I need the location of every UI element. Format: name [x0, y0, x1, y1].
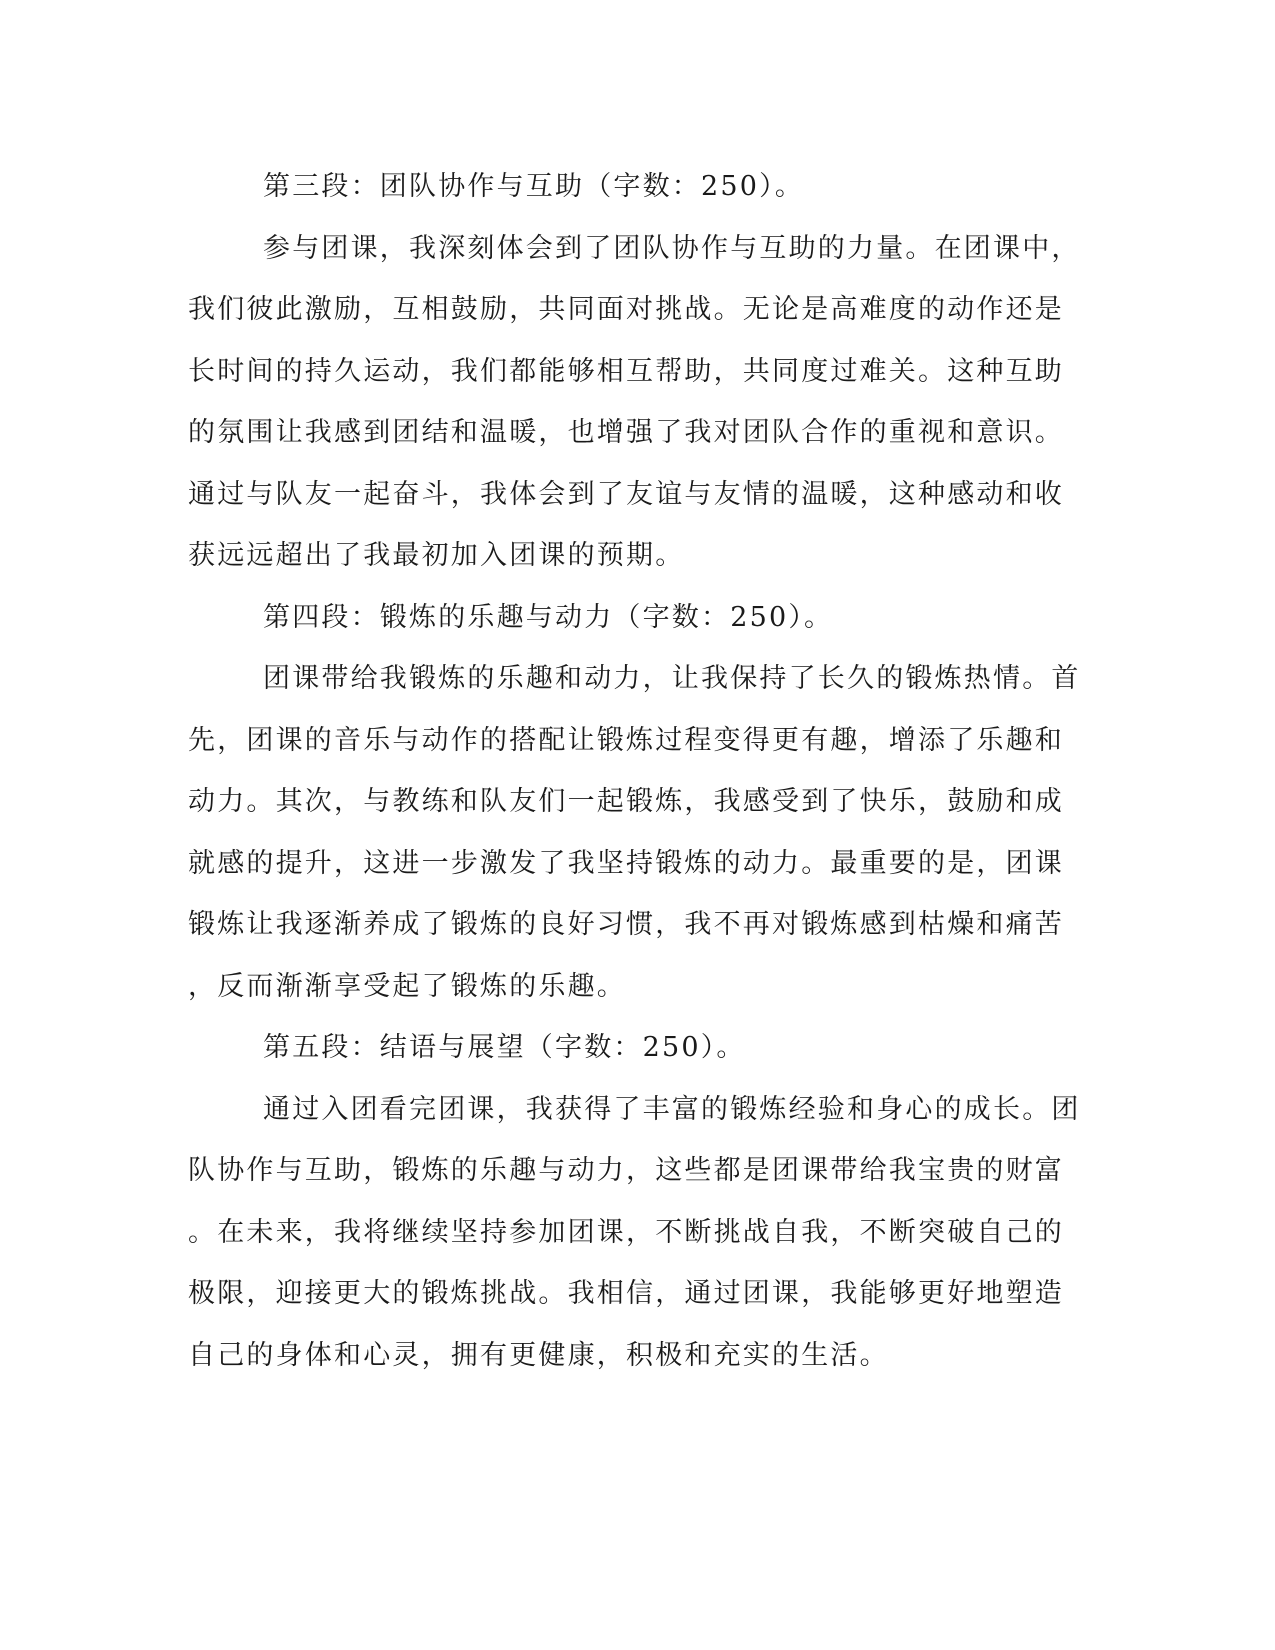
- paragraph-line: 通过入团看完团课，我获得了丰富的锻炼经验和身心的成长。团: [263, 1093, 1081, 1125]
- section-heading-4: 第四段：锻炼的乐趣与动力（字数：250）。: [263, 601, 834, 633]
- paragraph-line: 就感的提升，这进一步激发了我坚持锻炼的动力。最重要的是，团课: [188, 847, 1064, 879]
- section-heading-3: 第三段：团队协作与互助（字数：250）。: [263, 171, 805, 202]
- paragraph-line: 。在未来，我将继续坚持参加团课，不断挑战自我，不断突破自己的: [188, 1216, 1064, 1248]
- paragraph-line: 我们彼此激励，互相鼓励，共同面对挑战。无论是高难度的动作还是: [188, 294, 1064, 325]
- paragraph-line: 先，团课的音乐与动作的搭配让锻炼过程变得更有趣，增添了乐趣和: [188, 724, 1064, 756]
- paragraph-line: 自己的身体和心灵，拥有更健康，积极和充实的生活。: [188, 1339, 889, 1371]
- paragraph-line: 动力。其次，与教练和队友们一起锻炼，我感受到了快乐，鼓励和成: [188, 786, 1064, 817]
- paragraph-line: 参与团课，我深刻体会到了团队协作与互助的力量。在团课中，: [263, 232, 1081, 264]
- paragraph-line: 锻炼让我逐渐养成了锻炼的良好习惯，我不再对锻炼感到枯燥和痛苦: [188, 909, 1064, 940]
- paragraph-line: 队协作与互助，锻炼的乐趣与动力，这些都是团课带给我宝贵的财富: [188, 1155, 1064, 1186]
- document-body: [188, 156, 1081, 1386]
- section-heading-5: 第五段：结语与展望（字数：250）。: [263, 1032, 746, 1063]
- paragraph-line: ，反而渐渐享受起了锻炼的乐趣。: [188, 970, 626, 1002]
- paragraph-line: 的氛围让我感到团结和温暖，也增强了我对团队合作的重视和意识。: [188, 417, 1064, 448]
- paragraph-line: 通过与队友一起奋斗，我体会到了友谊与友情的温暖，这种感动和收: [188, 478, 1064, 510]
- paragraph-line: 获远远超出了我最初加入团课的预期。: [188, 540, 685, 571]
- paragraph-line: 团课带给我锻炼的乐趣和动力，让我保持了长久的锻炼热情。首: [263, 663, 1081, 694]
- paragraph-line: 极限，迎接更大的锻炼挑战。我相信，通过团课，我能够更好地塑造: [188, 1278, 1064, 1309]
- paragraph-line: 长时间的持久运动，我们都能够相互帮助，共同度过难关。这种互助: [188, 355, 1064, 387]
